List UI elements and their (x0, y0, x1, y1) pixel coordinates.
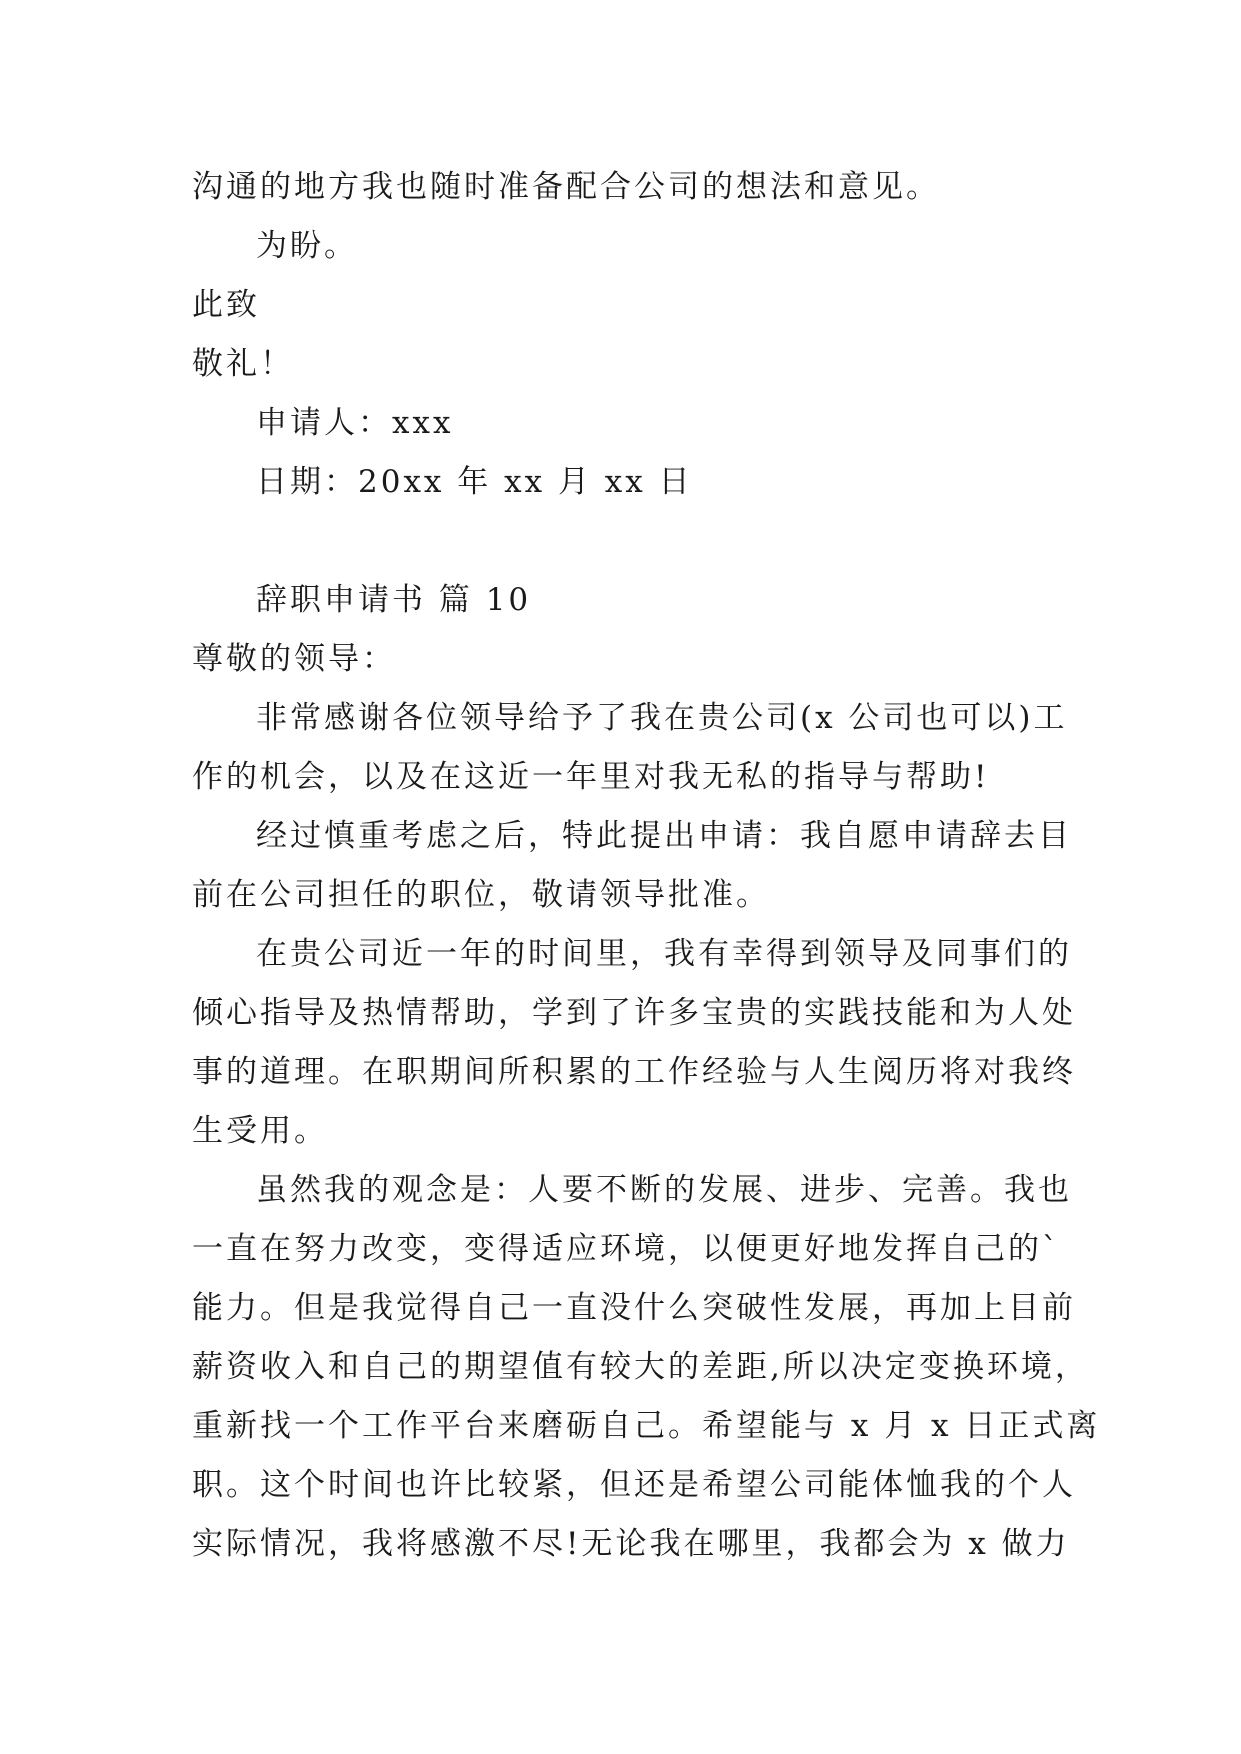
closing-regards: 敬礼！ (192, 346, 294, 382)
closing-salutation: 此致 (192, 287, 260, 323)
text-line: 实际情况，我将感激不尽!无论我在哪里，我都会为 x 做力 (192, 1526, 1070, 1562)
greeting: 尊敬的领导： (192, 641, 396, 677)
text-line: 薪资收入和自己的期望值有较大的差距,所以决定变换环境， (192, 1349, 1089, 1385)
text-line: 在贵公司近一年的时间里，我有幸得到领导及同事们的 (256, 936, 1072, 972)
text-line: 事的道理。在职期间所积累的工作经验与人生阅历将对我终 (192, 1054, 1076, 1090)
text-line: 一直在努力改变，变得适应环境，以便更好地发挥自己的` (192, 1231, 1061, 1267)
text-line: 非常感谢各位领导给予了我在贵公司(x 公司也可以)工 (256, 700, 1068, 736)
document-body (192, 158, 1101, 1574)
applicant-line: 申请人：xxx (256, 405, 454, 441)
blank-line (192, 512, 1056, 571)
text-line: 倾心指导及热情帮助，学到了许多宝贵的实践技能和为人处 (192, 995, 1076, 1031)
text-line: 为盼。 (256, 228, 358, 264)
date-line: 日期：20xx 年 xx 月 xx 日 (256, 464, 693, 500)
text-line: 生受用。 (192, 1113, 328, 1149)
text-line: 重新找一个工作平台来磨砺自己。希望能与 x 月 x 日正式离 (192, 1408, 1101, 1444)
text-line: 职。这个时间也许比较紧，但还是希望公司能体恤我的个人 (192, 1467, 1076, 1503)
text-line: 沟通的地方我也随时准备配合公司的想法和意见。 (192, 169, 940, 205)
text-line: 虽然我的观念是：人要不断的发展、进步、完善。我也 (256, 1172, 1072, 1208)
text-line: 经过慎重考虑之后，特此提出申请：我自愿申请辞去目 (256, 818, 1072, 854)
text-line: 作的机会，以及在这近一年里对我无私的指导与帮助! (192, 759, 990, 795)
section-title: 辞职申请书 篇 10 (256, 582, 532, 618)
text-line: 能力。但是我觉得自己一直没什么突破性发展，再加上目前 (192, 1290, 1076, 1326)
text-line: 前在公司担任的职位，敬请领导批准。 (192, 877, 770, 913)
